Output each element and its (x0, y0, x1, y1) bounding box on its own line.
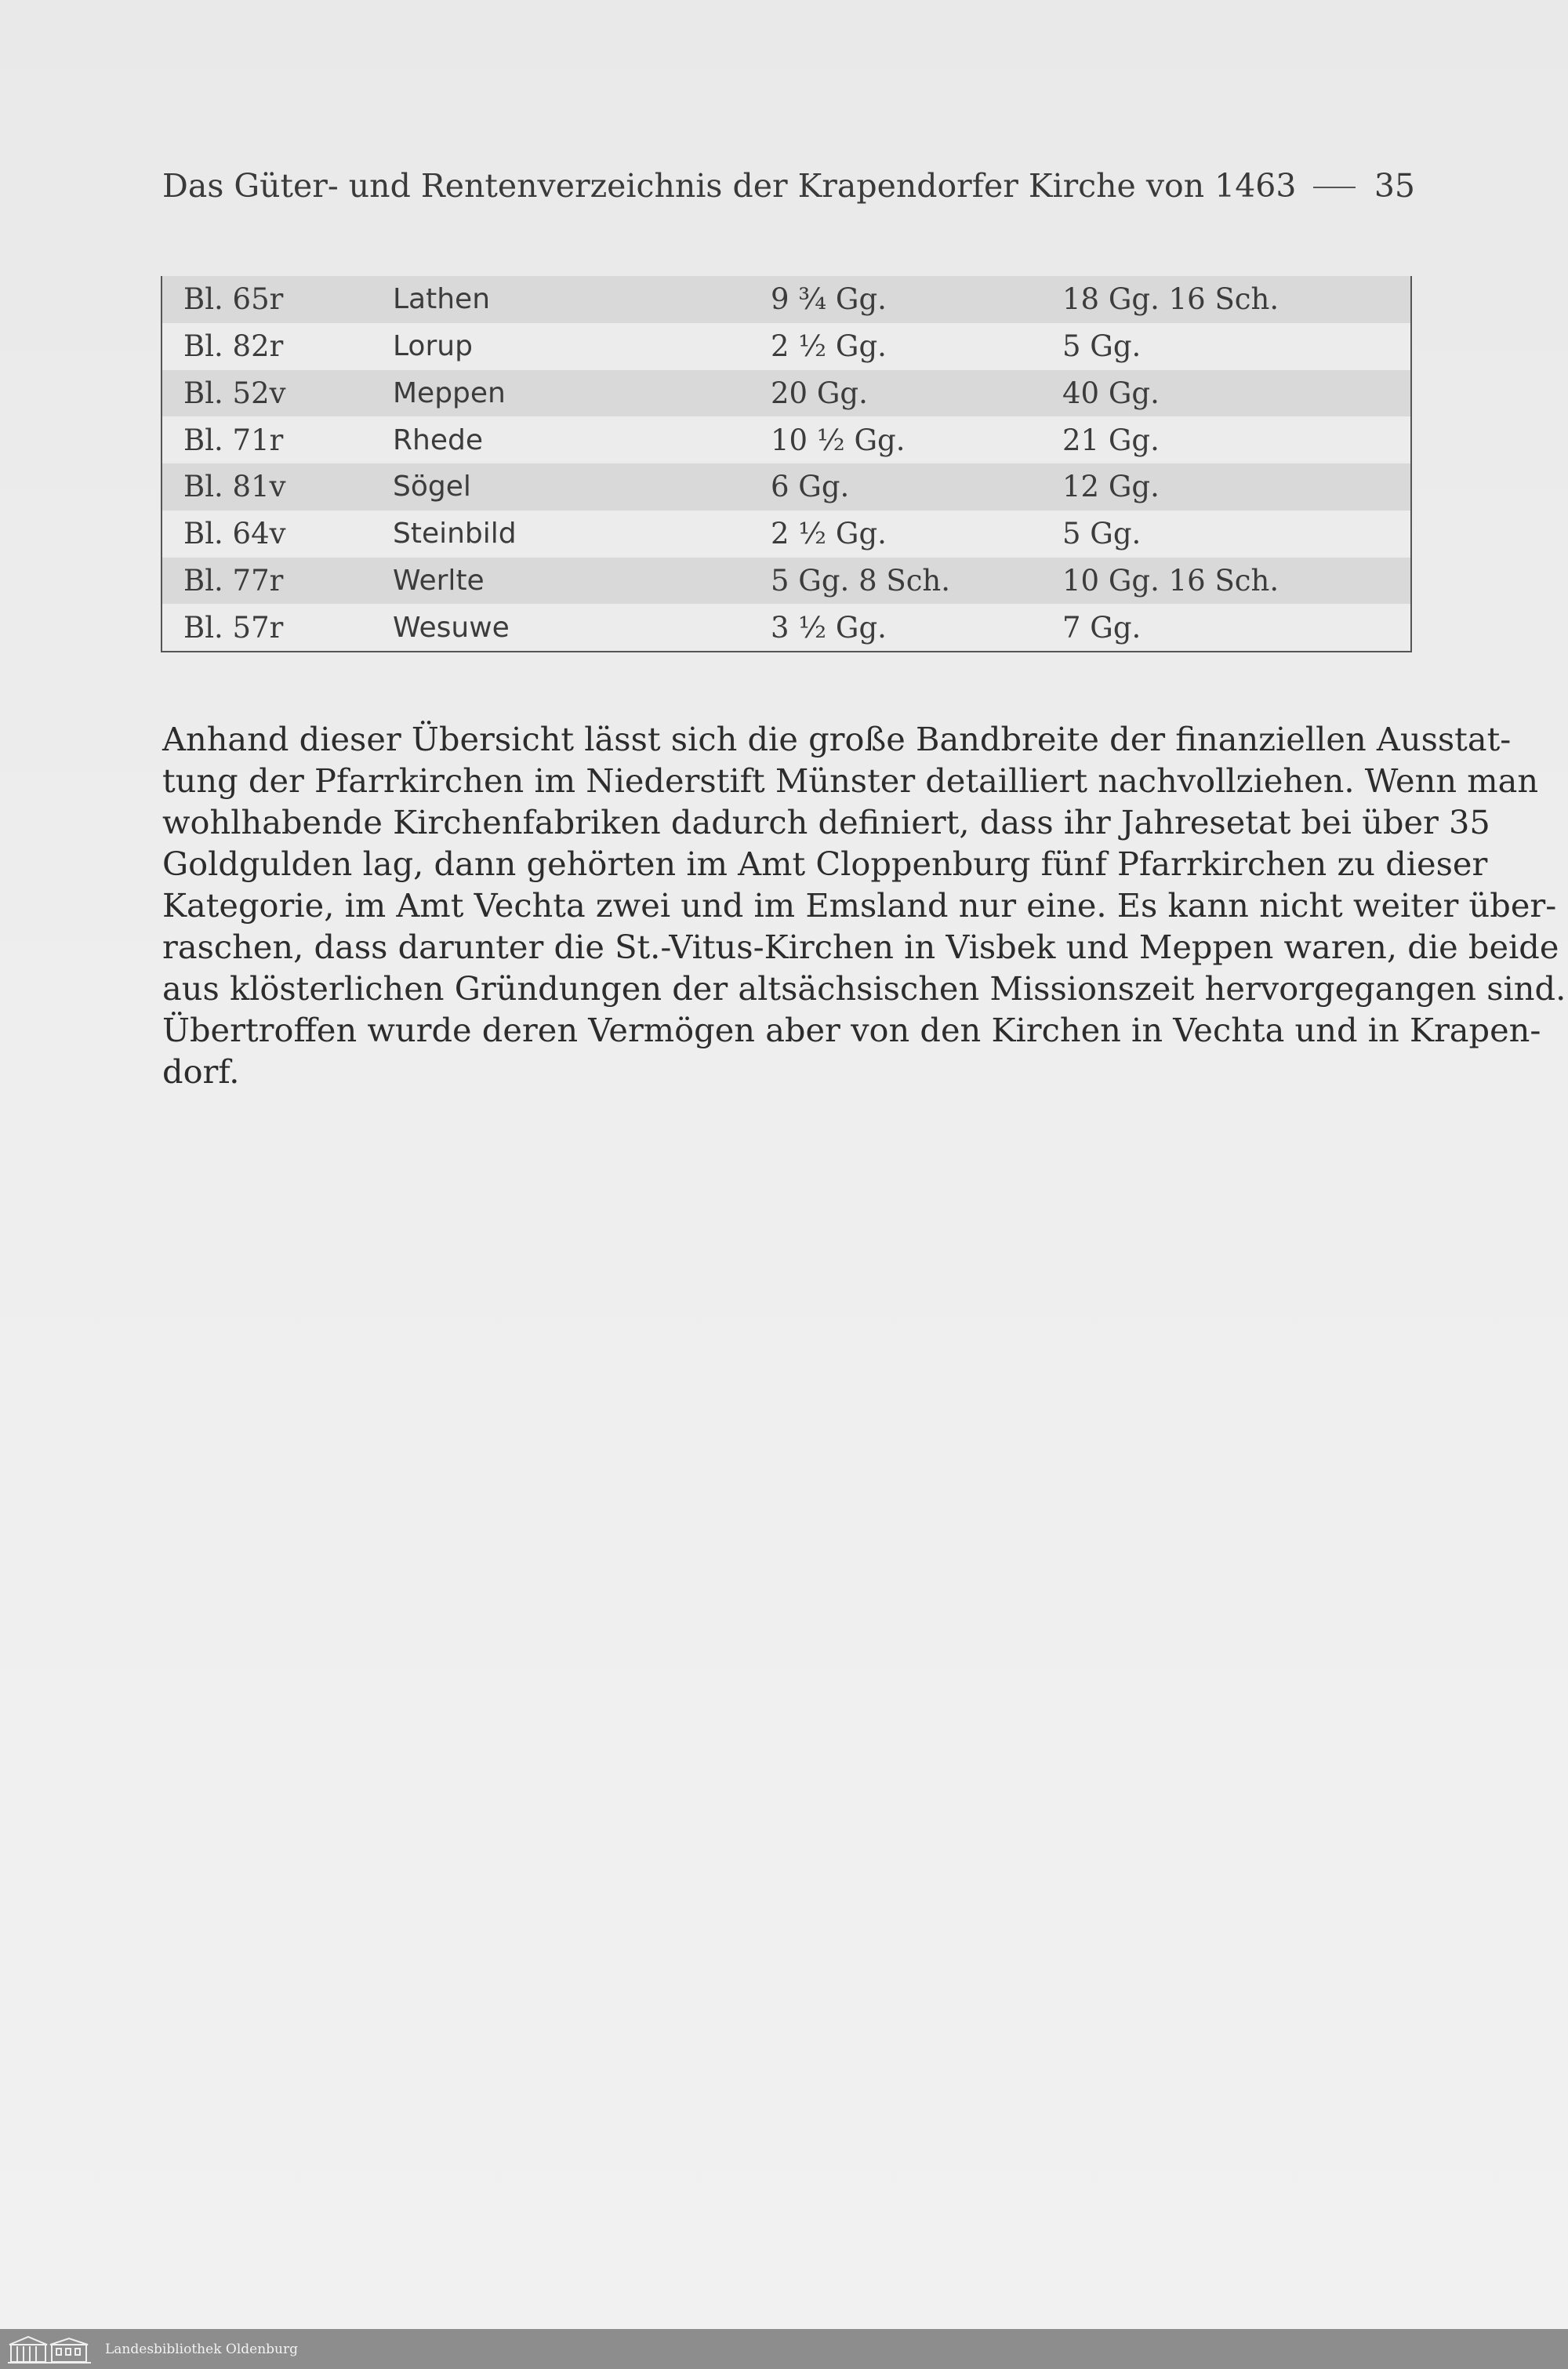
parish-cell: Wesuwe (393, 604, 771, 651)
annual-income-cell: 6 Gg. (771, 463, 1062, 510)
table-row (162, 370, 1410, 417)
total-income-cell: 5 Gg. (1062, 323, 1410, 370)
paragraph-line: Übertroffen wurde deren Vermögen aber von den Kirchen in Vechta und in Krapen- (162, 1011, 1541, 1049)
parish-cell: Meppen (393, 370, 771, 417)
page-number: 35 (1374, 167, 1415, 205)
paragraph-line: Kategorie, im Amt Vechta zwei und im Emsland nur eine. Es kann nicht weiter über- (162, 886, 1557, 925)
running-header-title: Das Güter- und Rentenverzeichnis der Krapendorfer Kirche von 1463 (162, 167, 1297, 205)
parish-cell: Rhede (393, 416, 771, 463)
annual-income-cell: 2 ½ Gg. (771, 323, 1062, 370)
library-building-icon (6, 2334, 94, 2365)
income-table-grid (162, 276, 1410, 651)
parish-cell: Steinbild (393, 510, 771, 558)
annual-income-cell: 10 ½ Gg. (771, 416, 1062, 463)
parish-cell: Sögel (393, 463, 771, 510)
parish-cell: Lathen (393, 276, 771, 323)
folio-cell: Bl. 82r (162, 323, 393, 370)
annual-income-cell: 2 ½ Gg. (771, 510, 1062, 558)
annual-income-cell: 9 ¾ Gg. (771, 276, 1062, 323)
folio-cell: Bl. 71r (162, 416, 393, 463)
folio-cell: Bl. 77r (162, 558, 393, 605)
parish-cell: Werlte (393, 558, 771, 605)
total-income-cell: 7 Gg. (1062, 604, 1410, 651)
folio-cell: Bl. 65r (162, 276, 393, 323)
folio-cell: Bl. 81v (162, 463, 393, 510)
running-header (162, 162, 1415, 209)
table-row (162, 463, 1410, 510)
paragraph-line: Goldgulden lag, dann gehörten im Amt Cloppenburg fünf Pfarrkirchen zu dieser (162, 845, 1488, 883)
table-row (162, 604, 1410, 651)
header-rule (1313, 187, 1355, 188)
annual-income-cell: 5 Gg. 8 Sch. (771, 558, 1062, 605)
annual-income-cell: 20 Gg. (771, 370, 1062, 417)
table-row (162, 416, 1410, 463)
table-row (162, 323, 1410, 370)
paragraph-line: aus klösterlichen Gründungen der altsächsischen Missionszeit hervorgegangen sind. (162, 969, 1566, 1008)
table-body (162, 276, 1410, 651)
body-paragraph (162, 718, 1566, 1092)
paragraph-line: tung der Pfarrkirchen im Niederstift Münster detailliert nachvollziehen. Wenn man (162, 761, 1539, 800)
paragraph-line: raschen, dass darunter die St.-Vitus-Kirchen in Visbek und Meppen waren, die beide (162, 928, 1559, 966)
paragraph-line: wohlhabende Kirchenfabriken dadurch definiert, dass ihr Jahresetat bei über 35 (162, 803, 1490, 841)
income-table (161, 276, 1412, 652)
total-income-cell: 10 Gg. 16 Sch. (1062, 558, 1410, 605)
folio-cell: Bl. 52v (162, 370, 393, 417)
parish-cell: Lorup (393, 323, 771, 370)
total-income-cell: 5 Gg. (1062, 510, 1410, 558)
library-name: Landesbibliothek Oldenburg (105, 2341, 299, 2357)
total-income-cell: 18 Gg. 16 Sch. (1062, 276, 1410, 323)
folio-cell: Bl. 57r (162, 604, 393, 651)
paragraph-line: Anhand dieser Übersicht lässt sich die große Bandbreite der finanziellen Ausstat- (162, 720, 1512, 758)
table-row (162, 276, 1410, 323)
paragraph-line: dorf. (162, 1052, 240, 1091)
total-income-cell: 21 Gg. (1062, 416, 1410, 463)
table-row (162, 558, 1410, 605)
footer-bar (0, 2329, 1568, 2369)
folio-cell: Bl. 64v (162, 510, 393, 558)
table-row (162, 510, 1410, 558)
total-income-cell: 40 Gg. (1062, 370, 1410, 417)
annual-income-cell: 3 ½ Gg. (771, 604, 1062, 651)
total-income-cell: 12 Gg. (1062, 463, 1410, 510)
